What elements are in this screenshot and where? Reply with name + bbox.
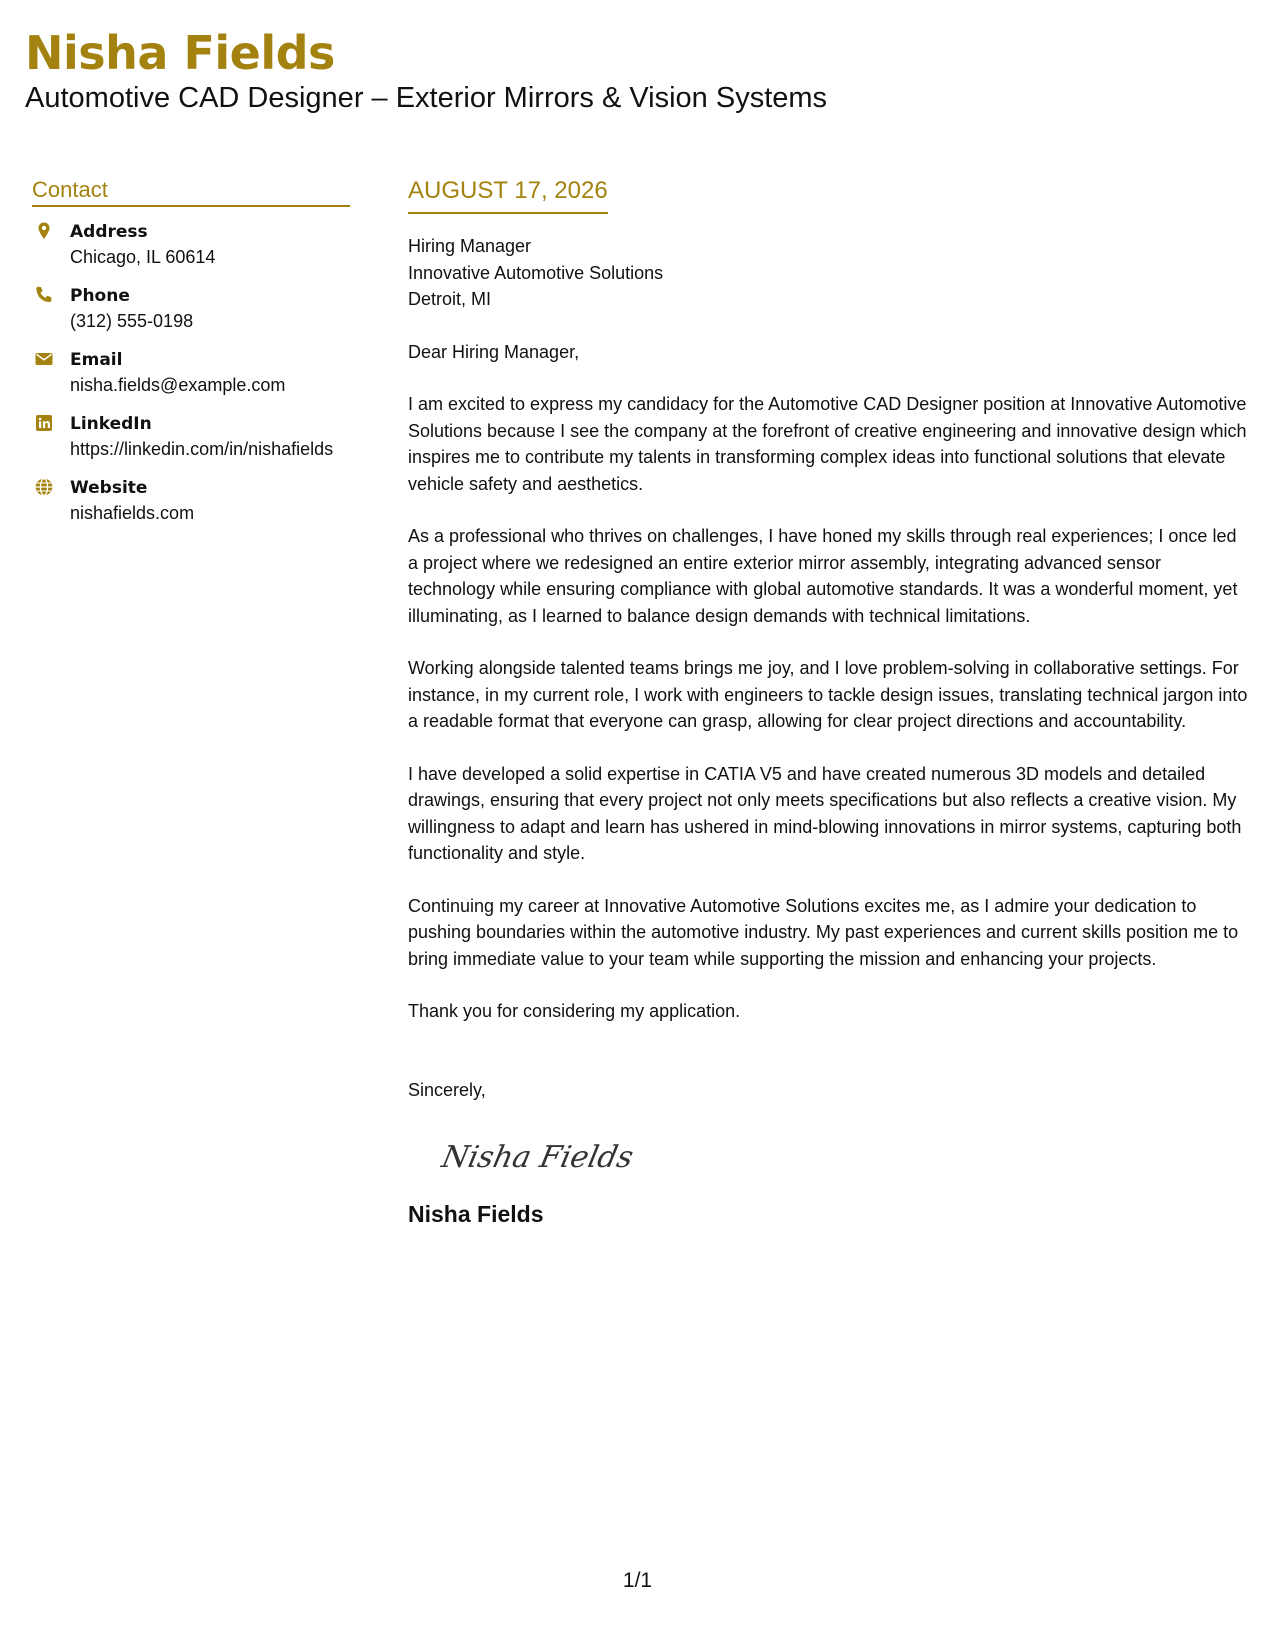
job-title: Automotive CAD Designer – Exterior Mirrors & Vision Systems bbox=[25, 82, 828, 114]
body-paragraph: I have developed a solid expertise in CATIA V5 and have created numerous 3D models and detailed drawings, ensuring that every project not only meets specifications but also reflects a creative vision. My willingness to adapt and learn has ushered in mind-blowing innovations in mirror systems, capturing both functionality and style. bbox=[408, 763, 1242, 863]
thank-you-line: Thank you for considering my application. bbox=[408, 1001, 741, 1021]
signer-name: Nisha Fields bbox=[408, 1201, 544, 1227]
recipient-name: Hiring Manager bbox=[408, 236, 532, 256]
recipient-location: Detroit, MI bbox=[408, 289, 492, 309]
phone-value: (312) 555-0198 bbox=[70, 311, 194, 331]
contact-item-linkedin bbox=[32, 412, 350, 462]
body-paragraph: I am excited to express my candidacy for the Automotive CAD Designer position at Innovative Automotive Solutions because I see the company at the forefront of creative engineering and innovative design which inspires me to contribute my talents in transforming complex ideas into functional solutions that elevate vehicle safety and aesthetics. bbox=[408, 394, 1247, 494]
contact-list bbox=[32, 220, 350, 526]
location-pin-icon bbox=[34, 221, 54, 241]
signature-image bbox=[436, 1131, 656, 1181]
closing: Sincerely, bbox=[408, 1079, 486, 1100]
address-label: Address bbox=[70, 222, 148, 242]
applicant-name: Nisha Fields bbox=[25, 26, 335, 80]
phone-label: Phone bbox=[70, 286, 130, 306]
contact-item-address bbox=[32, 220, 350, 270]
salutation: Dear Hiring Manager, bbox=[408, 341, 580, 362]
contact-item-website bbox=[32, 476, 350, 526]
svg-text:Nisha Fields: Nisha Fields bbox=[438, 1140, 637, 1175]
linkedin-value[interactable]: https://linkedin.com/in/nishafields bbox=[70, 439, 334, 459]
globe-icon bbox=[34, 477, 54, 497]
website-label: Website bbox=[70, 478, 148, 498]
recipient-block bbox=[408, 233, 1248, 313]
envelope-icon bbox=[34, 349, 54, 369]
address-value: Chicago, IL 60614 bbox=[70, 247, 216, 267]
phone-icon bbox=[34, 285, 54, 305]
contact-item-email bbox=[32, 348, 350, 398]
website-value[interactable]: nishafields.com bbox=[70, 503, 195, 523]
linkedin-icon bbox=[34, 413, 54, 433]
email-label: Email bbox=[70, 350, 123, 370]
body-paragraph: Working alongside talented teams brings me joy, and I love problem-solving in collaborative settings. For instance, in my current role, I work with engineers to tackle design issues, translating technical jargon into a readable format that everyone can grasp, allowing for clear project directions and accountability. bbox=[408, 658, 1248, 731]
body-paragraph: Continuing my career at Innovative Automotive Solutions excites me, as I admire your dedication to pushing boundaries within the automotive industry. My past experiences and current skills position me to bring immediate value to your team while supporting the mission and enhancing your projects. bbox=[408, 895, 1239, 969]
letter-date: AUGUST 17, 2026 bbox=[408, 176, 608, 214]
body-paragraph: As a professional who thrives on challenges, I have honed my skills through real experiences; I once led a project where we redesigned an entire exterior mirror assembly, integrating advanced sensor technology while ensuring compliance with global automotive standards. It was a wonderful moment, yet illuminating, as I learned to balance design demands with technical limitations. bbox=[408, 526, 1238, 626]
recipient-company: Innovative Automotive Solutions bbox=[408, 262, 664, 283]
contact-sidebar bbox=[32, 176, 350, 540]
cover-letter bbox=[408, 176, 1248, 1229]
linkedin-label: LinkedIn bbox=[70, 414, 152, 434]
contact-heading: Contact bbox=[32, 176, 350, 207]
contact-item-phone bbox=[32, 284, 350, 334]
email-value[interactable]: nisha.fields@example.com bbox=[70, 375, 286, 395]
page-number: 1/1 bbox=[622, 1569, 653, 1592]
